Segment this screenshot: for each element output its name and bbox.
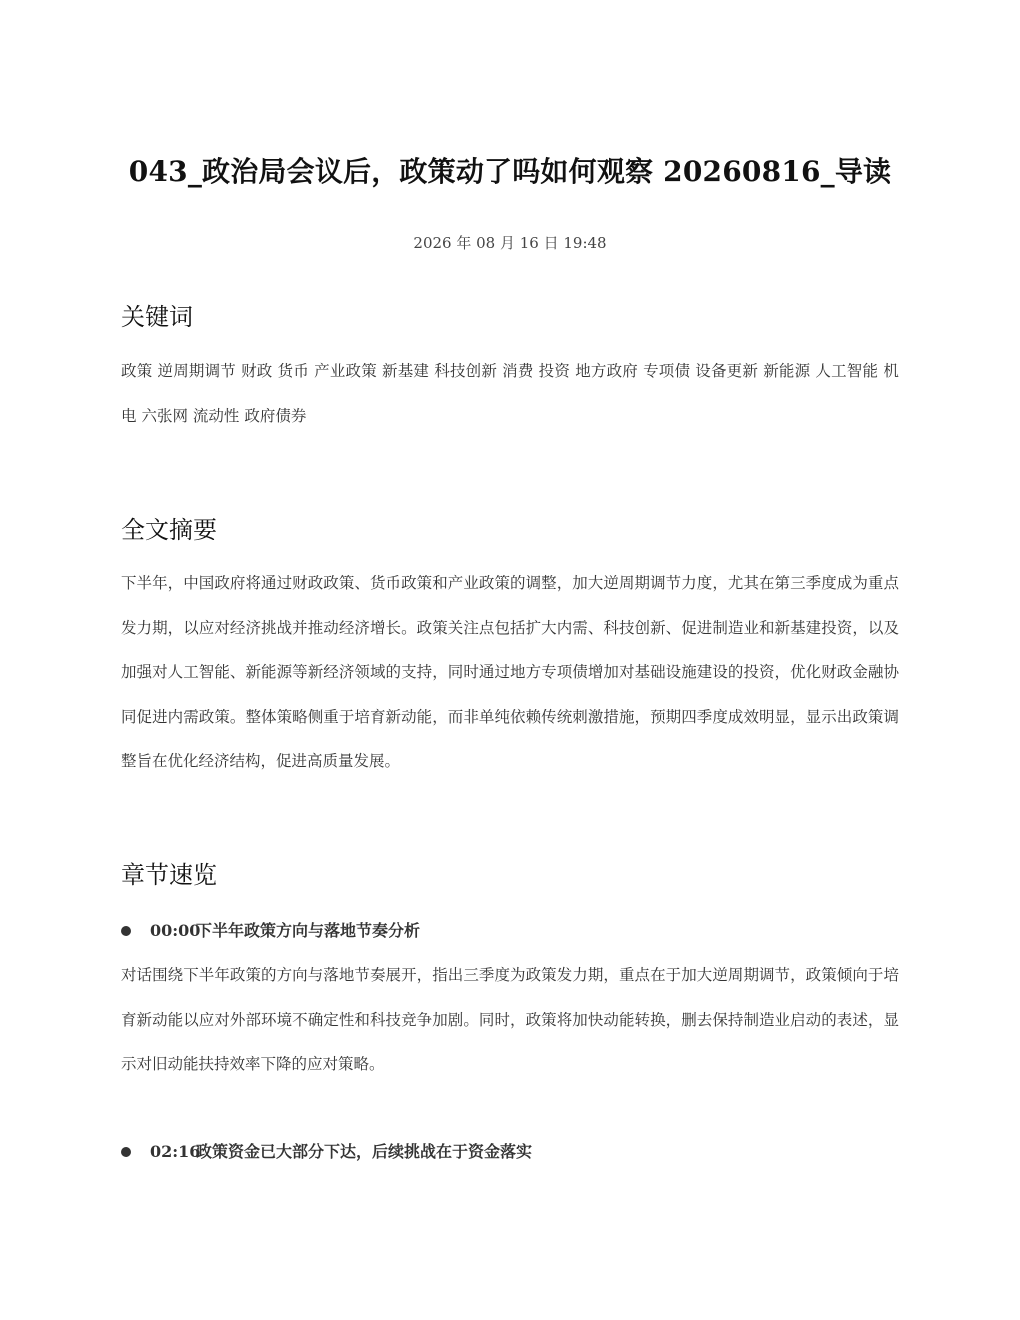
bullet-icon <box>121 1147 131 1157</box>
keyword: 消费 <box>502 362 534 380</box>
keyword: 设备更新 <box>695 362 759 380</box>
keyword: 投资 <box>538 362 571 380</box>
chapter-time: 02:16 <box>150 1142 201 1161</box>
chapter-title: 下半年政策方向与落地节奏分析 <box>196 921 421 940</box>
keyword: 产业政策 <box>314 362 377 380</box>
keyword: 财政 <box>241 362 273 380</box>
chapters-heading: 章节速览 <box>121 861 217 889</box>
keyword: 机电 <box>121 362 899 425</box>
keyword: 新能源 <box>763 362 811 380</box>
keyword: 人工智能 <box>815 362 879 380</box>
keyword: 政策 <box>121 362 153 380</box>
keyword: 专项债 <box>643 362 691 380</box>
keyword: 货币 <box>277 362 310 380</box>
keyword: 地方政府 <box>575 362 638 380</box>
document-title: 043_政治局会议后，政策动了吗如何观察 20260816_导读 <box>128 155 892 188</box>
chapter-item <box>121 1137 899 1167</box>
keyword: 新基建 <box>382 362 430 380</box>
summary-heading: 全文摘要 <box>121 516 217 544</box>
keywords-heading: 关键词 <box>121 303 193 331</box>
chapter-time: 00:00 <box>150 921 201 940</box>
keyword: 科技创新 <box>434 362 498 380</box>
keyword: 逆周期调节 <box>157 362 236 380</box>
chapter-title: 政策资金已大部分下达，后续挑战在于资金落实 <box>196 1142 533 1161</box>
keywords-list <box>121 349 899 438</box>
keyword: 政府债券 <box>244 406 307 425</box>
bullet-icon <box>121 926 131 936</box>
chapter-item <box>121 916 899 946</box>
summary-text: 下半年，中国政府将通过财政政策、货币政策和产业政策的调整，加大逆周期调节力度，尤其在第三季度成为重点发力期，以应对经济挑战并推动经济增长。政策关注点包括扩大内需、科技创新、促进制造业和新基建投资，以及加强对人工智能、新能源等新经济领域的支持，同时通过地方专项债增加对基础设施建设的投资，优化财政金融协同促进内需政策。整体策略侧重于培育新动能，而非单纯依赖传统刺激措施，预期四季度成效明显，显示出政策调整旨在优化经济结构，促进高质量发展。 <box>121 574 899 770</box>
chapter-body: 对话围绕下半年政策的方向与落地节奏展开，指出三季度为政策发力期，重点在于加大逆周期调节，政策倾向于培育新动能以应对外部环境不确定性和科技竞争加剧。同时，政策将加快动能转换，删去保持制造业启动的表述，显示对旧动能扶持效率下降的应对策略。 <box>121 966 899 1073</box>
keyword: 流动性 <box>192 406 240 425</box>
keyword: 六张网 <box>141 406 188 425</box>
document-date: 2026 年 08 月 16 日 19:48 <box>413 234 607 252</box>
